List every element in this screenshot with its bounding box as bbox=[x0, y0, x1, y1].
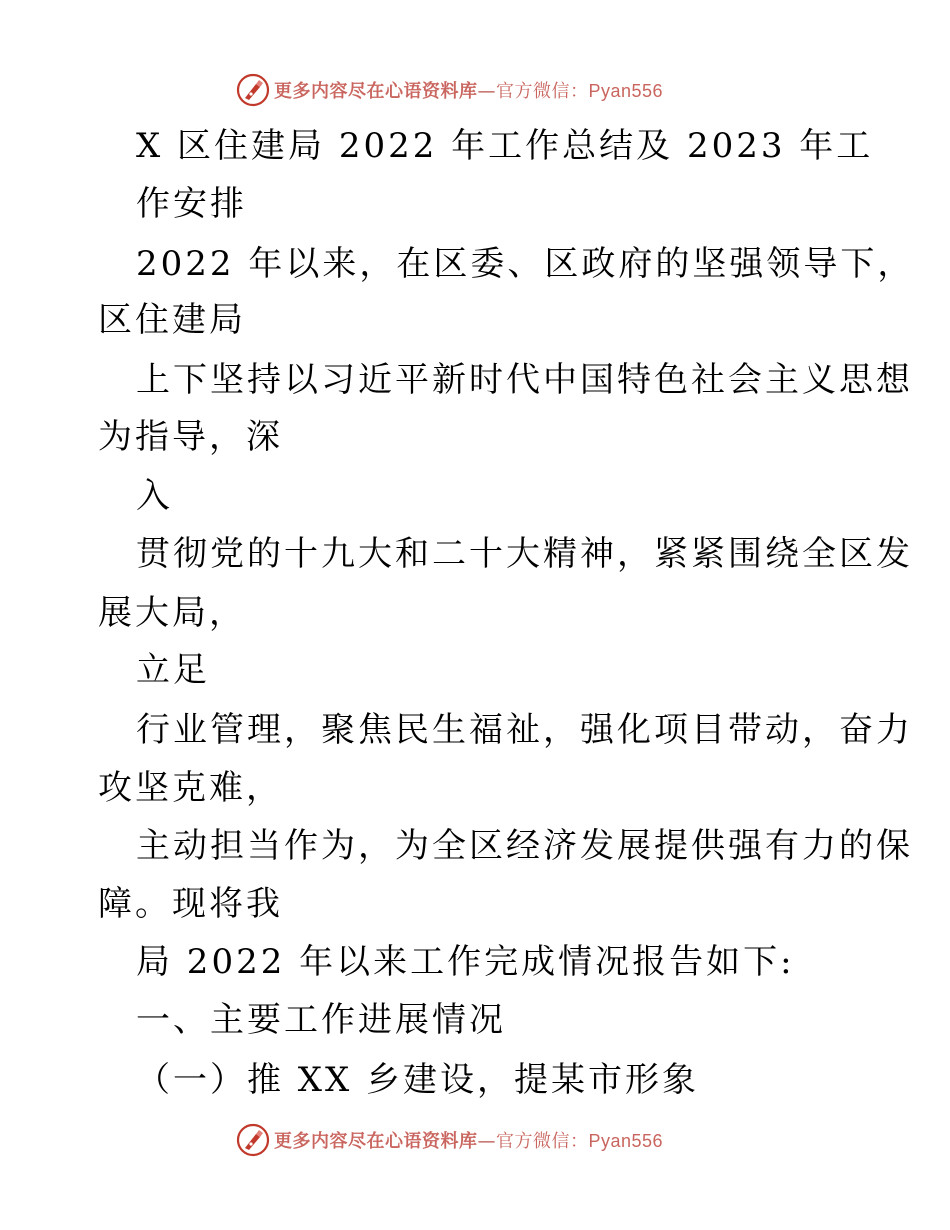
paragraph-line: 展大局， bbox=[98, 593, 246, 633]
watermark-text: 更多内容尽在心语资料库—官方微信：Pyan556 bbox=[274, 1131, 664, 1152]
doc-title-line-1: X 区住建局 2022 年工作总结及 2023 年工 bbox=[136, 126, 874, 166]
subsection-heading: （一）推 XX 乡建设，提某市形象 bbox=[136, 1060, 700, 1100]
watermark-text: 更多内容尽在心语资料库—官方微信：Pyan556 bbox=[274, 81, 664, 102]
paragraph-line: 贯彻党的十九大和二十大精神，紧紧围绕全区发 bbox=[136, 534, 913, 574]
paragraph-line: 主动担当作为，为全区经济发展提供强有力的保 bbox=[136, 826, 913, 866]
pen-nib-logo-icon bbox=[236, 1123, 270, 1157]
paragraph-line: 上下坚持以习近平新时代中国特色社会主义思想 bbox=[136, 360, 913, 400]
paragraph-line: 局 2022 年以来工作完成情况报告如下: bbox=[136, 942, 795, 982]
doc-title-line-2: 作安排 bbox=[136, 184, 247, 224]
paragraph-line: 立足 bbox=[136, 650, 210, 690]
paragraph-line: 区住建局 bbox=[98, 300, 246, 340]
paragraph-line: 入 bbox=[136, 476, 173, 516]
paragraph-line: 障。现将我 bbox=[98, 884, 283, 924]
paragraph-line: 攻坚克难， bbox=[98, 768, 283, 808]
paragraph-line: 2022 年以来，在区委、区政府的坚强领导下， bbox=[136, 244, 915, 284]
paragraph-line: 为指导，深 bbox=[98, 417, 283, 457]
paragraph-line: 行业管理，聚焦民生福祉，强化项目带动，奋力 bbox=[136, 710, 913, 750]
watermark-header bbox=[236, 72, 663, 108]
pen-nib-logo-icon bbox=[236, 73, 270, 107]
watermark-footer bbox=[236, 1122, 663, 1158]
section-heading: 一、主要工作进展情况 bbox=[136, 1000, 506, 1040]
